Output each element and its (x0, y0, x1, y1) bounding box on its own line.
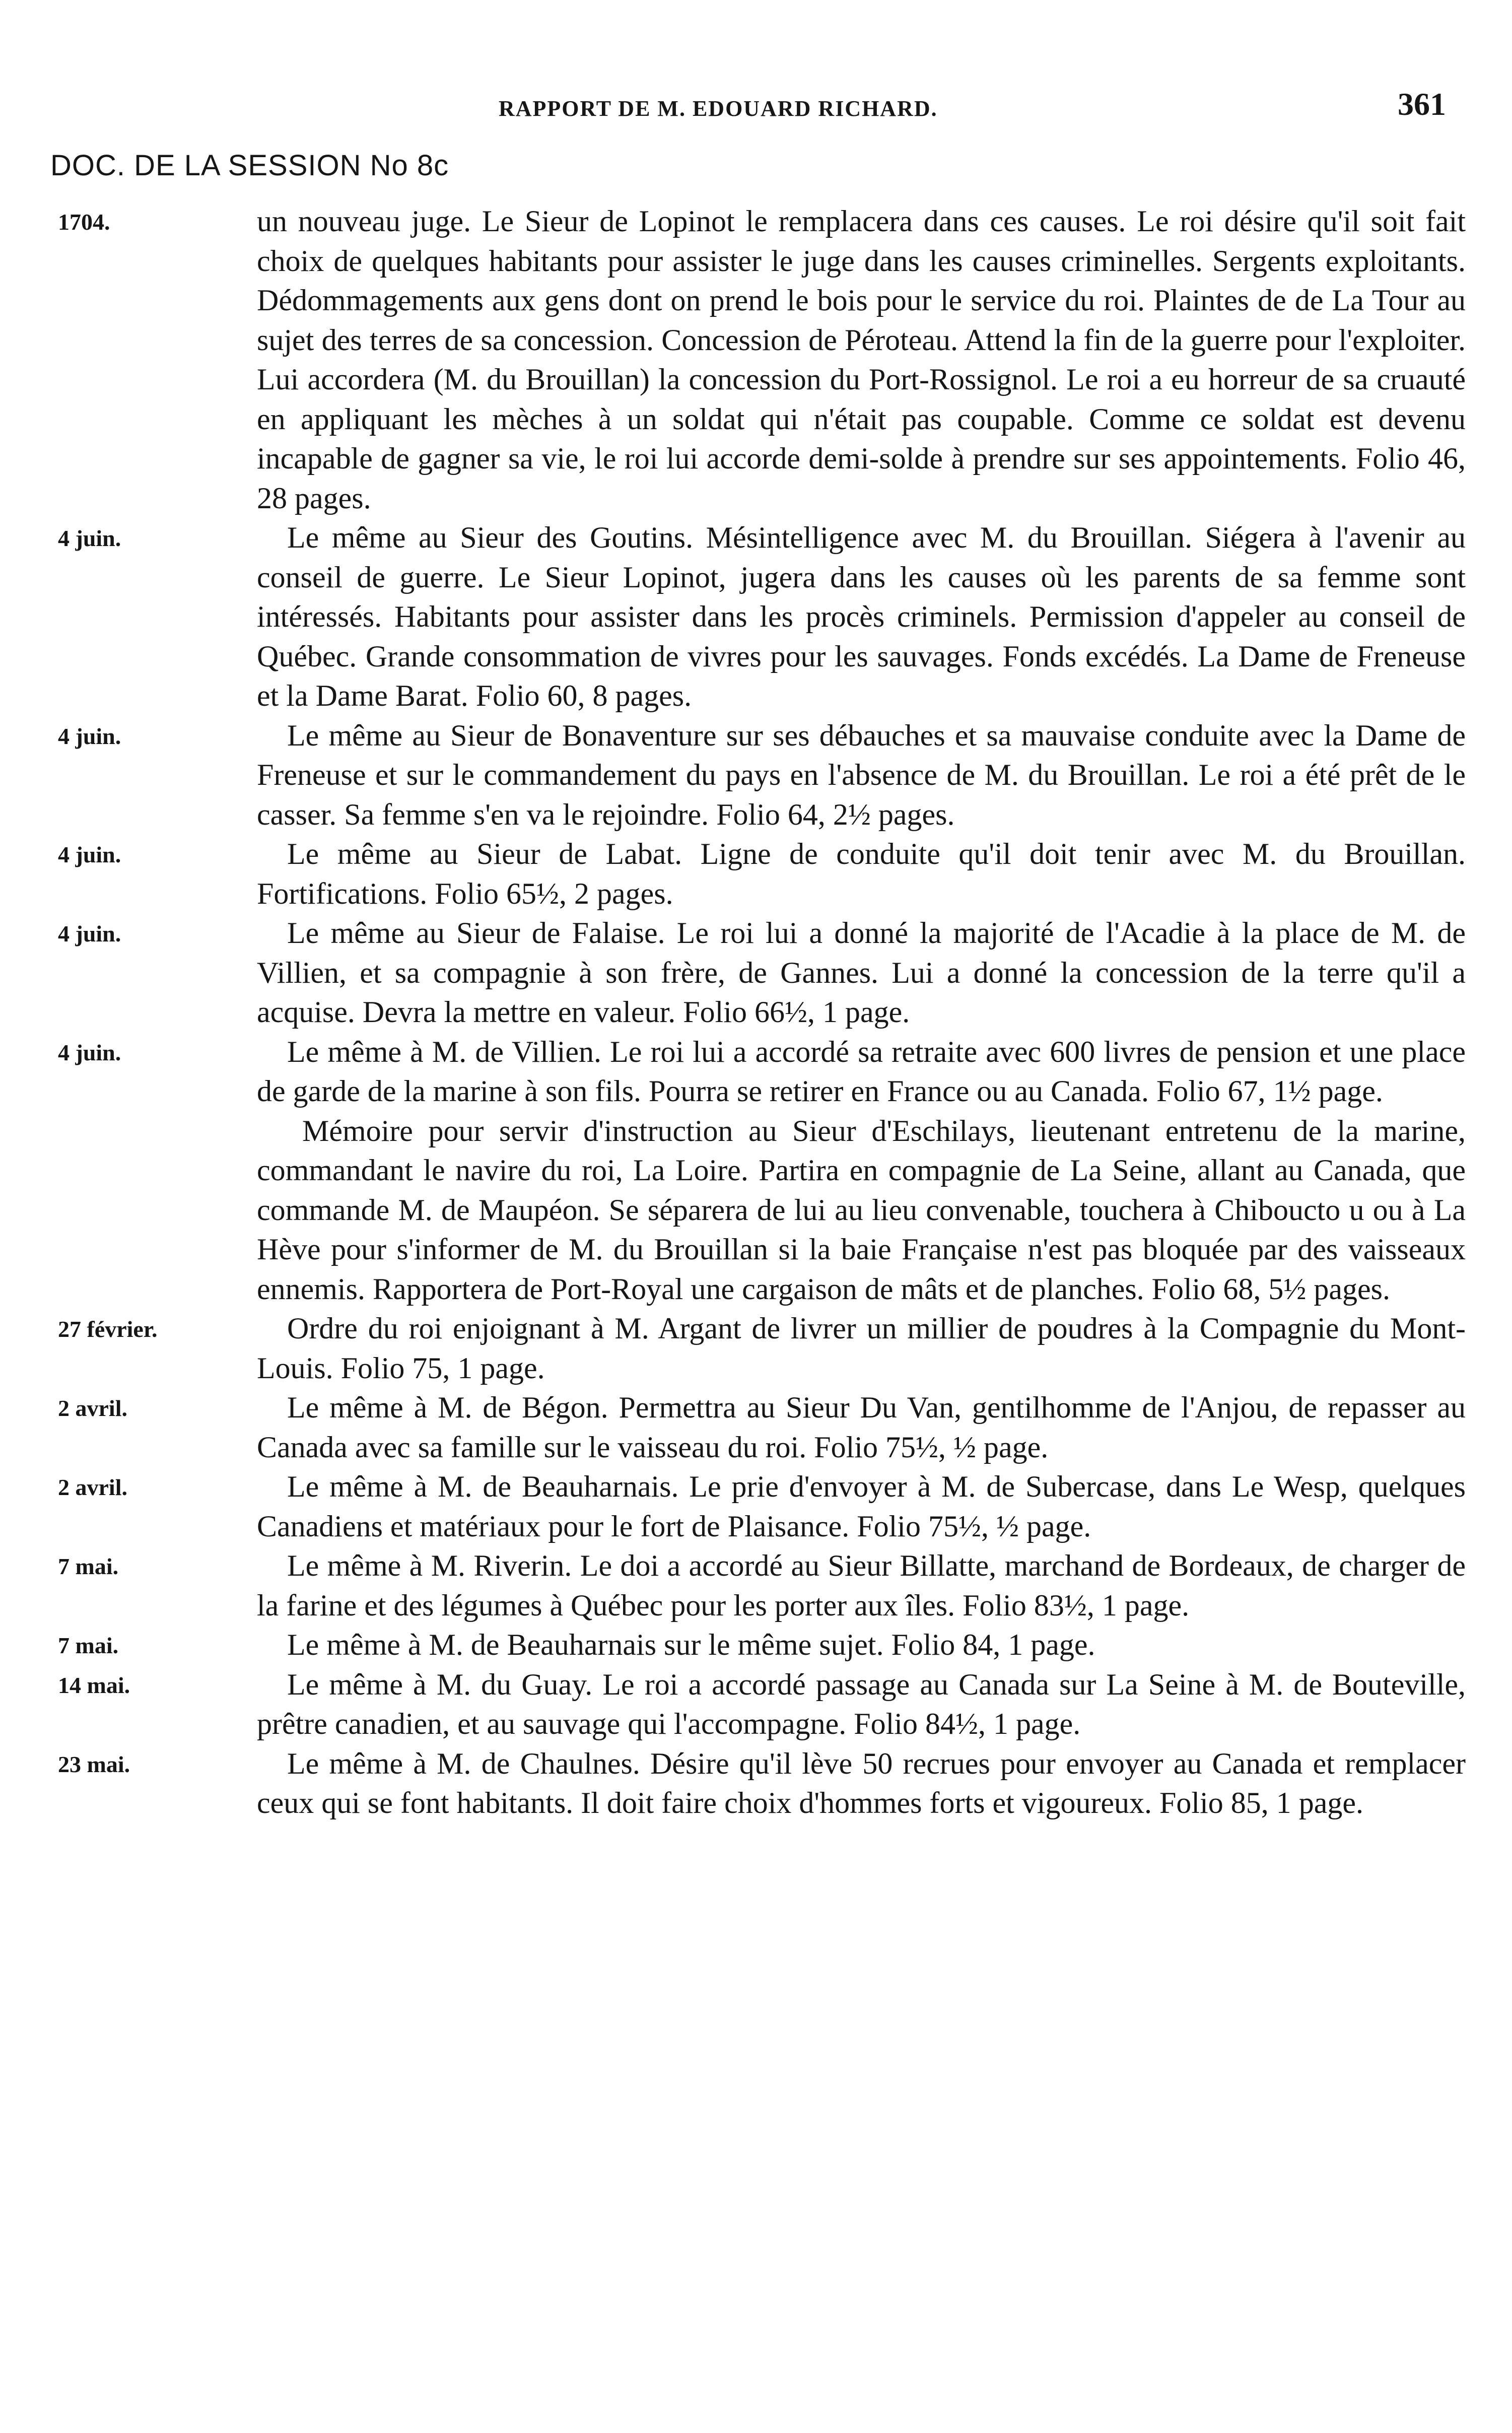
entry-text: Le même au Sieur de Bonaventure sur ses débauches et sa mauvaise conduite avec la Dame de Freneuse et sur le commandement du pays en l'absence de M. du Brouillan. Le roi a été prêt de le casser. Sa femme s'en va le rejoindre. Folio 64, 2½ pages. (257, 718, 1466, 831)
entry (0, 834, 1512, 913)
entry-date: 7 mai. (58, 1553, 119, 1579)
entry-text: Le même à M. de Beauharnais sur le même sujet. Folio 84, 1 page. (287, 1628, 1095, 1661)
entry-text: un nouveau juge. Le Sieur de Lopinot le remplacera dans ces causes. Le roi désire qu'il soit fait choix de quelques habitants pour assister le juge dans les causes criminelles. Sergents exploitants. Dédommagements aux gens dont on prend le bois pour le service du roi. Plaintes de de La Tour au sujet des terres de sa concession. Concession de Péroteau. Attend la fin de la guerre pour l'exploiter. Lui accordera (M. du Brouillan) la concession du Port-Rossignol. Le roi a eu horreur de sa cruauté en appliquant les mèches à un soldat qui n'était pas coupable. Comme ce soldat est devenu incapable de gagner sa vie, le roi lui accorde demi-solde à prendre sur ses appointements. Folio 46, 28 pages. (257, 205, 1466, 515)
entry (0, 913, 1512, 1032)
entry-date: 2 avril. (58, 1474, 127, 1500)
entries-list (0, 201, 1512, 1823)
entry (0, 1467, 1512, 1546)
entry-date: 4 juin. (58, 1039, 121, 1065)
entry-text: Le même au Sieur des Goutins. Mésintelligence avec M. du Brouillan. Siégera à l'avenir au conseil de guerre. Le Sieur Lopinot, jugera dans les causes où les parents de sa femme sont intéressés. Habitants pour assister dans les procès criminels. Permission d'appeler au conseil de Québec. Grande consommation de vivres pour les sauvages. Fonds excédés. La Dame de Freneuse et la Dame Barat. Folio 60, 8 pages. (257, 521, 1466, 712)
entry (0, 1546, 1512, 1625)
session-document-label: DOC. DE LA SESSION No 8c (50, 149, 449, 182)
entry-text: Le même à M. Riverin. Le doi a accordé au Sieur Billatte, marchand de Bordeaux, de charger de la farine et des légumes à Québec pour les porter aux îles. Folio 83½, 1 page. (257, 1549, 1466, 1622)
entry-date: 27 février. (58, 1316, 158, 1342)
entry-text: Ordre du roi enjoignant à M. Argant de livrer un millier de poudres à la Compagnie du Mont-Louis. Folio 75, 1 page. (257, 1312, 1466, 1385)
entry-date: 4 juin. (58, 921, 121, 947)
entry (0, 1111, 1512, 1309)
entry-date: 1704. (58, 209, 110, 235)
entry-text: Le même à M. de Villien. Le roi lui a accordé sa retraite avec 600 livres de pension et une place de garde de la marine à son fils. Pourra se retirer en France ou au Canada. Folio 67, 1½ page. (257, 1035, 1466, 1108)
entry-text: Le même au Sieur de Labat. Ligne de conduite qu'il doit tenir avec M. du Brouillan. Fortifications. Folio 65½, 2 pages. (257, 837, 1466, 910)
entry (0, 1032, 1512, 1111)
entry (0, 1309, 1512, 1388)
entry (0, 1744, 1512, 1823)
entry-date: 4 juin. (58, 525, 121, 551)
entry-text: Le même au Sieur de Falaise. Le roi lui a donné la majorité de l'Acadie à la place de M. de Villien, et sa compagnie à son frère, de Gannes. Lui a donné la concession de la terre qu'il a acquise. Devra la mettre en valeur. Folio 66½, 1 page. (257, 916, 1466, 1029)
entry (0, 1388, 1512, 1467)
entry-date: 4 juin. (58, 842, 121, 867)
entry-date: 7 mai. (58, 1633, 119, 1658)
entry (0, 518, 1512, 716)
running-title: RAPPORT DE M. EDOUARD RICHARD. (499, 96, 938, 121)
entry-date: 4 juin. (58, 723, 121, 749)
entry-text: Le même à M. de Beauharnais. Le prie d'envoyer à M. de Subercase, dans Le Wesp, quelques Canadiens et matériaux pour le fort de Plaisance. Folio 75½, ½ page. (257, 1470, 1466, 1543)
entry-date: 2 avril. (58, 1395, 127, 1421)
entry-text: Le même à M. de Bégon. Permettra au Sieur Du Van, gentilhomme de l'Anjou, de repasser au Canada avec sa famille sur le vaisseau du roi. Folio 75½, ½ page. (257, 1391, 1466, 1464)
page-number: 361 (1398, 86, 1446, 122)
entry-text: Mémoire pour servir d'instruction au Sieur d'Eschilays, lieutenant entretenu de la marine, commandant le navire du roi, La Loire. Partira en compagnie de La Seine, allant au Canada, que commande M. de Maupéon. Se séparera de lui au lieu convenable, touchera à Chiboucto u ou à La Hève pour s'informer de M. du Brouillan si la baie Française n'est pas bloquée par des vaisseaux ennemis. Rapportera de Port-Royal une cargaison de mâts et de planches. Folio 68, 5½ pages. (257, 1114, 1466, 1306)
entry (0, 716, 1512, 835)
entry (0, 201, 1512, 518)
entry-text: Le même à M. du Guay. Le roi a accordé passage au Canada sur La Seine à M. de Bouteville, prêtre canadien, et au sauvage qui l'accompagne. Folio 84½, 1 page. (257, 1667, 1466, 1740)
entry-text: Le même à M. de Chaulnes. Désire qu'il lève 50 recrues pour envoyer au Canada et remplacer ceux qui se font habitants. Il doit faire choix d'hommes forts et vigoureux. Folio 85, 1 page. (257, 1746, 1466, 1819)
entry-date: 14 mai. (58, 1672, 130, 1698)
entry-date: 23 mai. (58, 1751, 130, 1777)
entry (0, 1625, 1512, 1665)
entry (0, 1665, 1512, 1744)
